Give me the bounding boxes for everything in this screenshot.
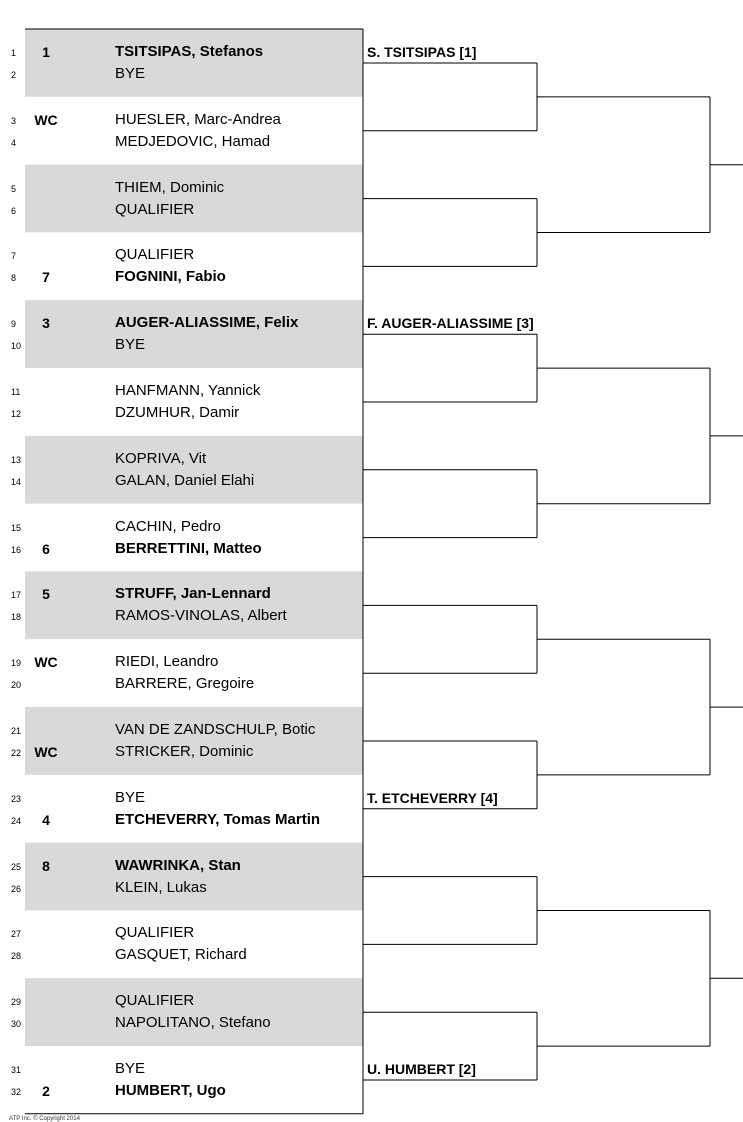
player-row [0, 653, 363, 673]
player-row [0, 721, 363, 741]
player-row [0, 540, 363, 560]
player-name: ETCHEVERRY, Tomas Martin [115, 810, 321, 828]
player-name: NAPOLITANO, Stefano [115, 1014, 271, 1032]
player-name: KOPRIVA, Vit [115, 449, 207, 467]
draw-position: 21 [11, 726, 22, 736]
player-name: RAMOS-VINOLAS, Albert [115, 607, 287, 625]
seed: 2 [42, 1083, 50, 1099]
seed: WC [34, 111, 58, 128]
draw-position: 6 [11, 205, 17, 216]
seed: 5 [42, 586, 50, 603]
player-name: STRUFF, Jan-Lennard [115, 585, 271, 603]
draw-position: 32 [11, 1087, 22, 1097]
player-row [0, 518, 363, 538]
player-row [0, 246, 363, 266]
draw-position: 22 [11, 748, 22, 758]
player-name: GALAN, Daniel Elahi [115, 471, 255, 489]
player-name: QUALIFIER [115, 246, 195, 264]
player-name: GASQUET, Richard [115, 946, 247, 964]
draw-position: 17 [11, 590, 22, 601]
player-name: MEDJEDOVIC, Hamad [115, 132, 271, 150]
player-name: STRICKER, Dominic [115, 743, 254, 760]
draw-position: 1 [11, 48, 17, 58]
draw-position: 12 [11, 409, 22, 419]
player-row [0, 179, 363, 199]
round2-advancer: U. HUMBERT [2] [367, 1061, 476, 1077]
player-name: BYE [115, 65, 146, 82]
player-row [0, 382, 363, 402]
draw-position: 29 [11, 997, 22, 1008]
player-name: DZUMHUR, Damir [115, 404, 240, 421]
player-row [0, 1014, 363, 1034]
player-row [0, 924, 363, 944]
player-name: BERRETTINI, Matteo [115, 539, 262, 557]
player-row [0, 133, 363, 153]
seed: WC [34, 654, 58, 671]
player-name: BYE [115, 336, 146, 354]
draw-position: 7 [11, 251, 17, 262]
player-row [0, 314, 363, 334]
seed: 6 [42, 540, 50, 557]
player-name: THIEM, Dominic [115, 178, 225, 196]
draw-position: 9 [11, 319, 17, 330]
player-row [0, 268, 363, 288]
player-row [0, 1060, 363, 1080]
player-row [0, 472, 363, 492]
draw-position: 10 [11, 341, 22, 352]
draw-position: 14 [11, 476, 22, 487]
player-name: HANFMANN, Yannick [115, 382, 261, 399]
player-row [0, 946, 363, 966]
seed: WC [34, 744, 58, 760]
player-name: TSITSIPAS, Stefanos [115, 43, 264, 60]
draw-position: 16 [11, 544, 22, 555]
draw-position: 2 [11, 70, 17, 80]
seed: 7 [42, 269, 50, 286]
player-row [0, 857, 363, 877]
seed: 3 [42, 315, 50, 332]
player-name: KLEIN, Lukas [115, 878, 207, 896]
draw-position: 5 [11, 183, 17, 194]
player-row [0, 65, 363, 85]
player-row [0, 111, 363, 131]
player-name: BARRERE, Gregoire [115, 675, 255, 693]
draw-position: 15 [11, 522, 22, 533]
draw-position: 13 [11, 454, 22, 465]
draw-position: 3 [11, 115, 17, 126]
player-row [0, 789, 363, 809]
player-row [0, 450, 363, 470]
draw-position: 4 [11, 137, 17, 148]
draw-position: 31 [11, 1065, 22, 1075]
player-name: WAWRINKA, Stan [115, 856, 241, 874]
player-name: QUALIFIER [115, 924, 195, 942]
draw-position: 25 [11, 861, 22, 872]
copyright-notice: ATP Inc. © Copyright 2014 [9, 1116, 80, 1122]
player-row [0, 201, 363, 221]
player-name: RIEDI, Leandro [115, 653, 219, 671]
player-row [0, 675, 363, 695]
round2-advancer: S. TSITSIPAS [1] [367, 44, 477, 60]
seed: 1 [42, 44, 50, 60]
draw-position: 26 [11, 883, 22, 894]
player-name: VAN DE ZANDSCHULP, Botic [115, 721, 316, 738]
player-name: HUMBERT, Ugo [115, 1082, 226, 1099]
player-row [0, 404, 363, 424]
player-row [0, 1082, 363, 1102]
player-name: FOGNINI, Fabio [115, 268, 226, 286]
player-row [0, 743, 363, 763]
seed: 4 [42, 811, 50, 828]
draw-position: 18 [11, 612, 22, 623]
player-name: HUESLER, Marc-Andrea [115, 110, 281, 128]
player-name: BYE [115, 788, 146, 806]
player-name: AUGER-ALIASSIME, Felix [115, 314, 299, 332]
seed: 8 [42, 857, 50, 874]
player-name: BYE [115, 1060, 146, 1077]
player-name: QUALIFIER [115, 992, 195, 1010]
player-row [0, 336, 363, 356]
draw-position: 19 [11, 658, 22, 669]
player-row [0, 992, 363, 1012]
round2-advancer: F. AUGER-ALIASSIME [3] [367, 315, 534, 332]
draw-position: 27 [11, 929, 22, 940]
player-name: CACHIN, Pedro [115, 517, 221, 535]
round2-advancer: T. ETCHEVERRY [4] [367, 789, 498, 806]
draw-position: 20 [11, 680, 22, 691]
player-name: QUALIFIER [115, 200, 195, 218]
player-row [0, 879, 363, 899]
player-row [0, 607, 363, 627]
player-row [0, 811, 363, 831]
draw-position: 11 [11, 387, 21, 397]
draw-position: 28 [11, 951, 22, 962]
draw-position: 8 [11, 273, 17, 284]
draw-position: 23 [11, 793, 22, 804]
player-row [0, 43, 363, 63]
draw-position: 30 [11, 1019, 22, 1030]
draw-position: 24 [11, 815, 22, 826]
player-row [0, 585, 363, 605]
